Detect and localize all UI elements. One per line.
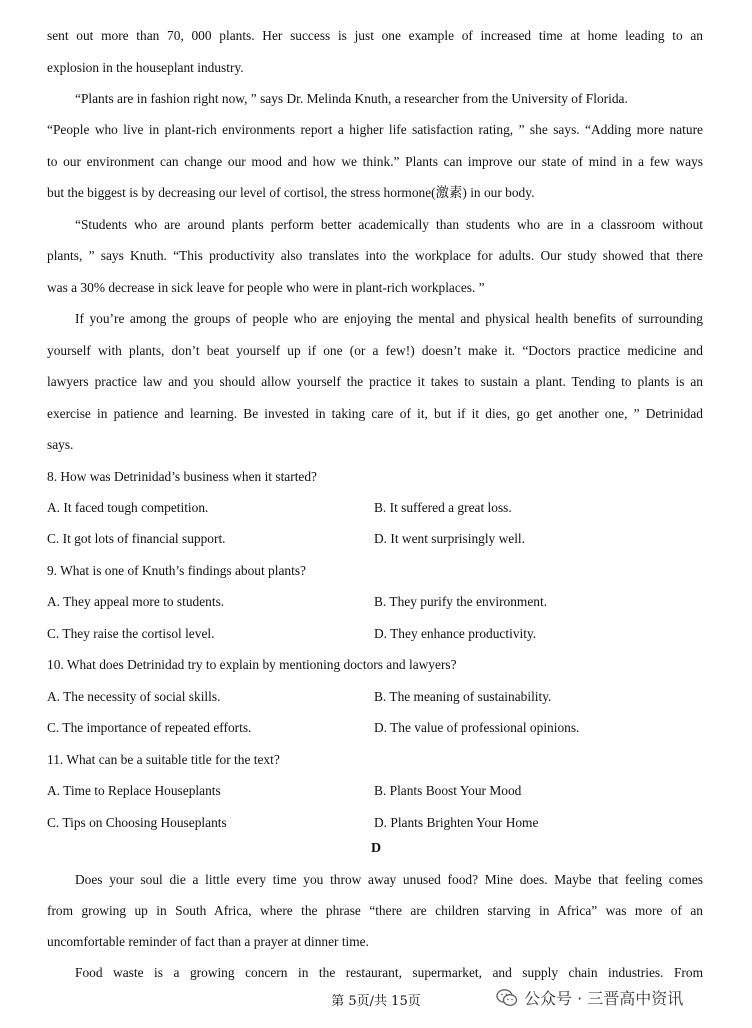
page-number: 第 5页/共 15页	[331, 994, 421, 1009]
paragraph-line: was a 30% decrease in sick leave for people who were in plant-rich workplaces. ”	[47, 280, 485, 295]
answer-option: A. It faced tough competition.	[47, 500, 209, 515]
answer-option: C. Tips on Choosing Houseplants	[47, 815, 227, 830]
answer-option: D. They enhance productivity.	[374, 626, 537, 641]
answer-option: B. The meaning of sustainability.	[374, 689, 552, 704]
paragraph-line: sent out more than 70, 000 plants. Her success is just one example of increased time at home leading to an	[47, 28, 703, 43]
paragraph-line: “Plants are in fashion right now, ” says Dr. Melinda Knuth, a researcher from the University of Florida.	[75, 91, 628, 106]
paragraph-line: If you’re among the groups of people who are enjoying the mental and physical health benefits of surrounding	[75, 311, 703, 326]
paragraph-line: but the biggest is by decreasing our level of cortisol, the stress hormone(激素) in our body.	[47, 185, 535, 200]
section-heading: D	[370, 841, 382, 856]
paragraph-line: explosion in the houseplant industry.	[47, 60, 244, 75]
answer-option: C. It got lots of financial support.	[47, 531, 226, 546]
paragraph-line: uncomfortable reminder of fact than a prayer at dinner time.	[47, 934, 369, 949]
answer-option: B. It suffered a great loss.	[374, 500, 512, 515]
paragraph-line: to our environment can change our mood and how we think.” Plants can improve our state of mind in a few ways	[47, 154, 703, 169]
answer-option: C. They raise the cortisol level.	[47, 626, 215, 641]
paragraph-line: plants, ” says Knuth. “This productivity also translates into the workplace for adults. Our study showed that there	[47, 248, 703, 263]
question-stem: 8. How was Detrinidad’s business when it started?	[47, 469, 317, 484]
paragraph-line: yourself with plants, don’t beat yourself up if one (or a few!) doesn’t make it. “Doctors practice medicine and	[47, 343, 703, 358]
answer-option: B. Plants Boost Your Mood	[374, 783, 522, 798]
paragraph-line: from growing up in South Africa, where the phrase “there are children starving in Africa” was more of an	[47, 903, 703, 918]
watermark	[496, 986, 683, 1009]
paragraph-line: “Students who are around plants perform better academically than students who are in a classroom without	[75, 217, 703, 232]
question-stem: 11. What can be a suitable title for the text?	[47, 752, 280, 767]
answer-option: A. The necessity of social skills.	[47, 689, 221, 704]
answer-option: A. Time to Replace Houseplants	[47, 783, 221, 798]
paragraph-line: says.	[47, 437, 74, 452]
answer-option: C. The importance of repeated efforts.	[47, 720, 252, 735]
question-stem: 10. What does Detrinidad try to explain by mentioning doctors and lawyers?	[47, 657, 457, 672]
wechat-icon	[496, 988, 518, 1008]
answer-option: D. The value of professional opinions.	[374, 720, 580, 735]
paragraph-line: exercise in patience and learning. Be invested in taking care of it, but if it dies, go get another one, ” Detrinidad	[47, 406, 703, 421]
paragraph-line: Food waste is a growing concern in the restaurant, supermarket, and supply chain industries. From	[75, 965, 703, 980]
paragraph-line: lawyers practice law and you should allow yourself the practice it takes to sustain a plant. Tending to plants is an	[47, 374, 703, 389]
paragraph-line: “People who live in plant-rich environments report a higher life satisfaction rating, ” she says. “Adding more nature	[47, 122, 703, 137]
watermark-text: 公众号 · 三晋高中资讯	[524, 989, 684, 1008]
paragraph-line: Does your soul die a little every time you throw away unused food? Mine does. Maybe that feeling comes	[75, 872, 703, 887]
question-stem: 9. What is one of Knuth’s findings about plants?	[47, 563, 306, 578]
answer-option: B. They purify the environment.	[374, 594, 548, 609]
answer-option: A. They appeal more to students.	[47, 594, 225, 609]
answer-option: D. Plants Brighten Your Home	[374, 815, 539, 830]
answer-option: D. It went surprisingly well.	[374, 531, 525, 546]
